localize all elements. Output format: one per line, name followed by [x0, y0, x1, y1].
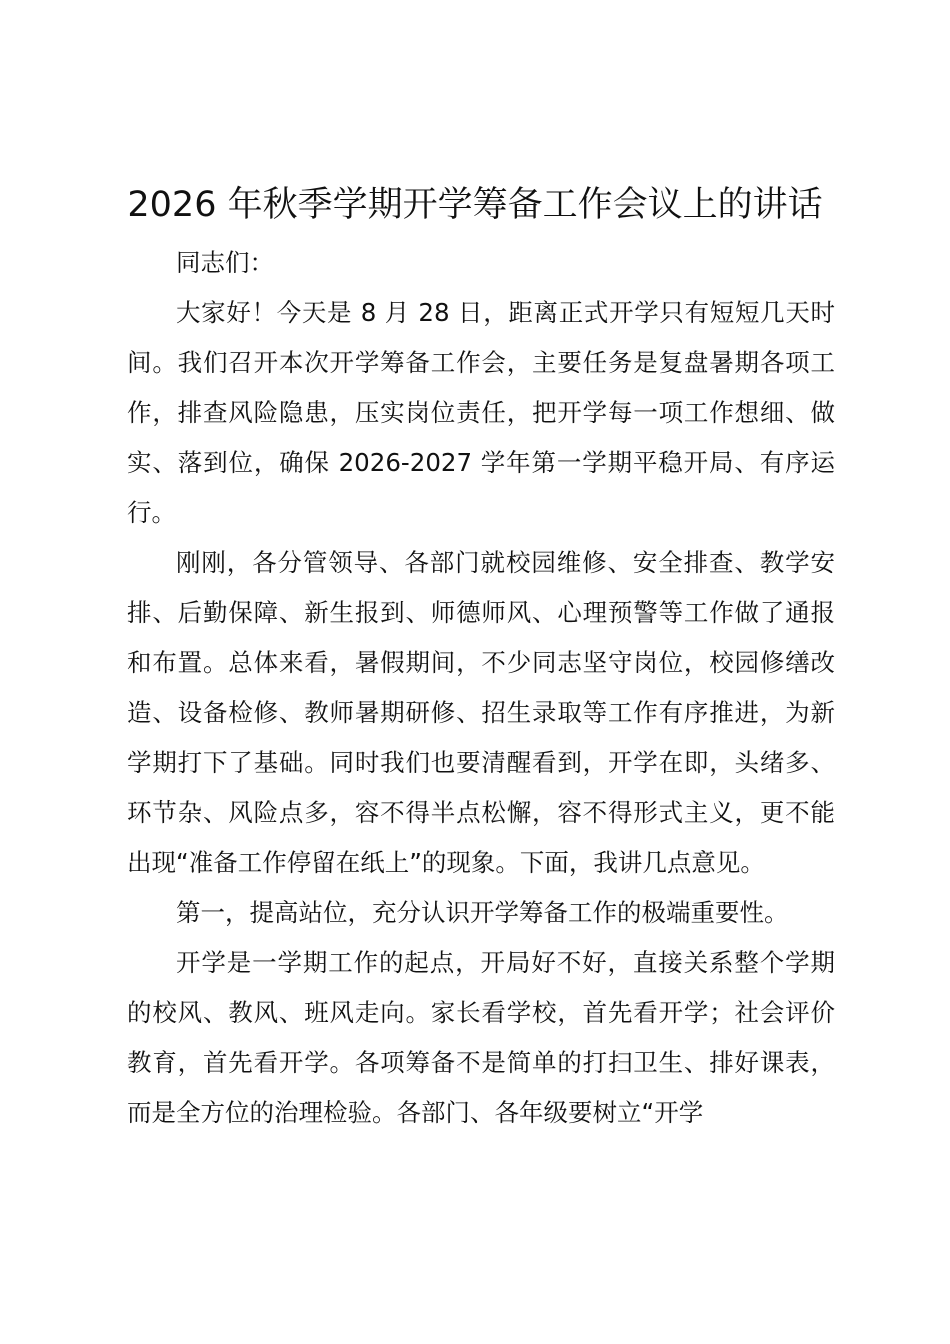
salutation-paragraph: 同志们：	[176, 248, 274, 277]
body-paragraph: 大家好！今天是 8 月 28 日，距离正式开学只有短短几天时间。我们召开本次开学筹备工作会，主要任务是复盘暑期各项工作，排查风险隐患，压实岗位责任，把开学每一项工作想细、做实、落到位，确保 2026-2027 学年第一学期平稳开局、有序运行。	[127, 298, 835, 527]
document-body	[127, 238, 835, 1138]
section-heading-paragraph: 第一，提高站位，充分认识开学筹备工作的极端重要性。	[176, 898, 789, 927]
body-paragraph: 刚刚，各分管领导、各部门就校园维修、安全排查、教学安排、后勤保障、新生报到、师德师风、心理预警等工作做了通报和布置。总体来看，暑假期间，不少同志坚守岗位，校园修缮改造、设备检修、教师暑期研修、招生录取等工作有序推进，为新学期打下了基础。同时我们也要清醒看到，开学在即，头绪多、环节杂、风险点多，容不得半点松懈，容不得形式主义，更不能出现“准备工作停留在纸上”的现象。下面，我讲几点意见。	[127, 548, 835, 877]
body-paragraph: 开学是一学期工作的起点，开局好不好，直接关系整个学期的校风、教风、班风走向。家长看学校，首先看开学；社会评价教育，首先看开学。各项筹备不是简单的打扫卫生、排好课表，而是全方位的治理检验。各部门、各年级要树立“开学	[127, 948, 835, 1127]
document-title: 2026 年秋季学期开学筹备工作会议上的讲话	[127, 185, 823, 225]
